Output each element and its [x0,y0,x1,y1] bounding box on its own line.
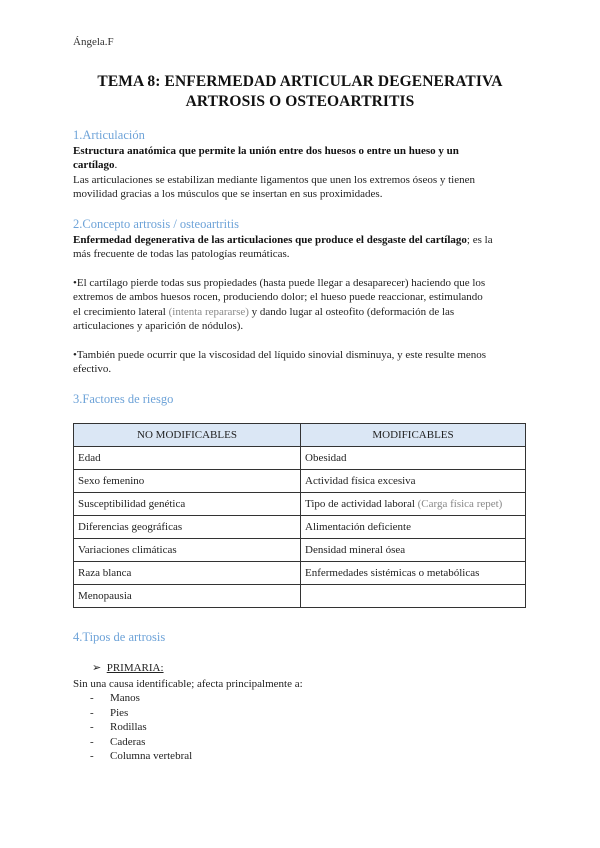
table-cell [301,585,526,608]
section-heading-factores: 3.Factores de riesgo [73,392,174,406]
table-row [74,493,526,516]
definition-period: . [114,159,118,171]
cell-text: Obesidad [305,452,347,464]
definition-text: Enfermedad degenerativa de las articulaciones que produce el desgaste del cartílago [73,234,467,246]
definition-rest: ; es la [466,234,493,246]
cell-note: (Carga física repet) [417,498,503,510]
paragraph-text: el crecimiento lateral [73,306,169,318]
table-row [74,516,526,539]
dash-bullet: - [90,750,94,762]
paragraph-line: •El cartílago pierde todas sus propiedades (hasta puede llegar a desaparecer) haciendo que los [73,277,486,289]
primary-label: PRIMARIA: [106,662,164,674]
list-item-label: Rodillas [110,721,147,733]
table-cell [301,539,526,562]
paragraph-line: articulaciones y aparición de nódulos). [73,320,244,332]
paragraph-line: extremos de ambos huesos rocen, produciendo dolor; el hueso puede reaccionar, estimulando [73,291,483,303]
table-cell: Raza blanca [74,562,301,585]
list-item-label: Columna vertebral [110,750,193,762]
paragraph-text: y dando lugar al osteofito (deformación de las [248,306,455,318]
table-cell [301,562,526,585]
table-cell [301,516,526,539]
paragraph-line: Las articulaciones se estabilizan mediante ligamentos que unen los extremos óseos y tienen [73,174,475,186]
table-cell: Variaciones climáticas [74,539,301,562]
section-heading-tipos: 4.Tipos de artrosis [73,630,166,644]
paragraph-line [73,305,454,319]
table-row [74,585,526,608]
dash-bullet: - [90,721,94,733]
definition-line: Estructura anatómica que permite la unión entre dos huesos o entre un hueso y un [73,145,459,157]
table-header-row [74,424,526,447]
section-heading-concepto: 2.Concepto artrosis / osteoartritis [73,217,239,231]
dash-bullet: - [90,692,94,704]
list-item [90,750,192,762]
list-item [90,707,128,719]
cell-text: Actividad física excesiva [305,475,416,487]
arrow-bullet-icon: ➢ [92,662,102,674]
table-row [74,470,526,493]
definition-line: más frecuente de todas las patologías reumáticas. [73,248,290,260]
table-cell [301,470,526,493]
primary-bullet [92,661,164,674]
table-cell: Sexo femenino [74,470,301,493]
definition-text: cartílago [73,159,115,171]
document-title: TEMA 8: ENFERMEDAD ARTICULAR DEGENERATIVA [97,73,503,90]
table-cell [301,493,526,516]
list-item-label: Pies [110,707,129,719]
list-item [90,721,147,733]
cell-text: Enfermedades sistémicas o metabólicas [305,567,480,579]
dash-bullet: - [90,707,94,719]
table-row [74,447,526,470]
table-cell [301,447,526,470]
table-cell: Diferencias geográficas [74,516,301,539]
document-subtitle: ARTROSIS O OSTEOARTRITIS [185,93,415,110]
list-item [90,692,140,704]
dash-bullet: - [90,736,94,748]
table-cell: Edad [74,447,301,470]
cell-text: Alimentación deficiente [305,521,411,533]
paragraph-line: efectivo. [73,363,112,375]
definition-line [73,158,117,172]
paragraph-line: Sin una causa identificable; afecta principalmente a: [73,678,303,690]
risk-factors-table [73,423,526,608]
paragraph-line: movilidad gracias a los músculos que se insertan en sus proximidades. [73,188,383,200]
author-name: Ángela.F [73,36,114,48]
column-header-modificables: MODIFICABLES [301,424,526,447]
column-header-no-modificables: NO MODIFICABLES [74,424,301,447]
paragraph-note: (intenta repararse) [168,306,249,318]
list-item [90,736,145,748]
paragraph-line: •También puede ocurrir que la viscosidad del líquido sinovial disminuya, y este resulte menos [73,349,487,361]
cell-text: Tipo de actividad laboral [305,498,418,510]
cell-text: Densidad mineral ósea [305,544,406,556]
section-heading-articulacion: 1.Articulación [73,128,145,142]
table-cell: Susceptibilidad genética [74,493,301,516]
table-row [74,539,526,562]
table-row [74,562,526,585]
list-item-label: Caderas [110,736,146,748]
definition-line [73,233,493,247]
table-cell: Menopausia [74,585,301,608]
list-item-label: Manos [110,692,140,704]
